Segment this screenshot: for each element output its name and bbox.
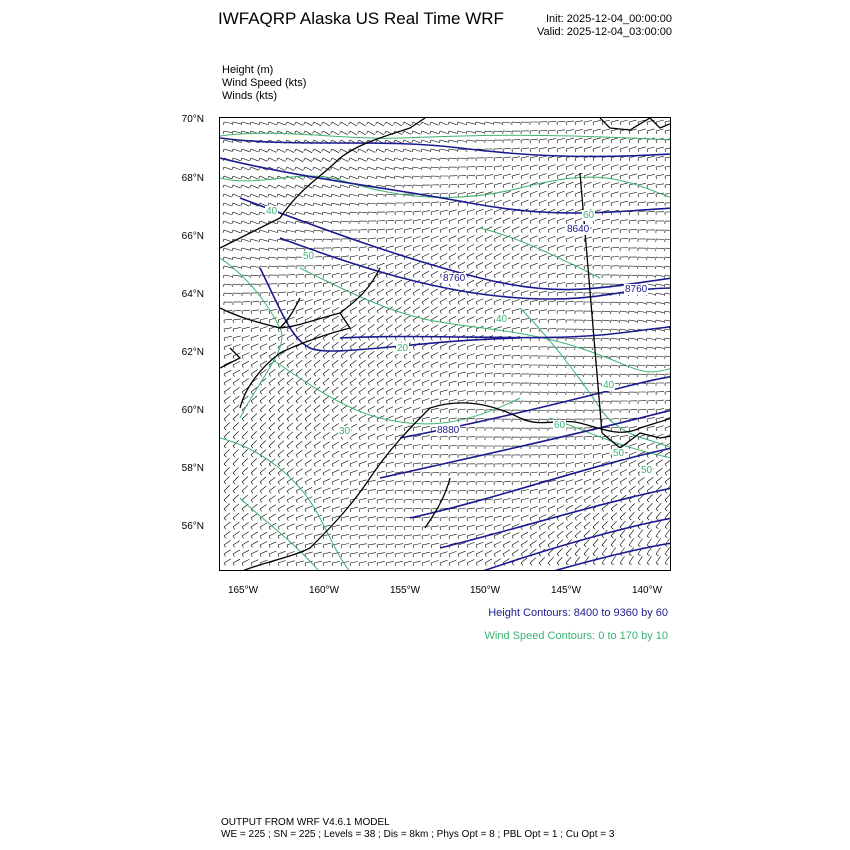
field-wind-speed-label: Wind Speed (kts) <box>222 77 307 89</box>
lon-label-145: 145°W <box>550 585 582 596</box>
height-contour-label: 8760 <box>625 284 648 295</box>
height-contour-label: 8640 <box>567 224 590 235</box>
field-winds-label: Winds (kts) <box>222 90 277 102</box>
lat-label-68: 68°N <box>181 173 204 184</box>
wind-contour-label: 50 <box>303 251 315 262</box>
lon-label-160: 160°W <box>308 585 340 596</box>
wind-contour-label: 30 <box>339 426 351 437</box>
map-canvas <box>220 118 671 571</box>
init-time: Init: 2025-12-04_00:00:00 <box>546 13 672 25</box>
lat-label-66: 66°N <box>181 231 204 242</box>
lon-label-140: 140°W <box>631 585 663 596</box>
wind-contour-label: 40 <box>603 380 615 391</box>
wind-contour-label: 60 <box>583 210 595 221</box>
wind-contour-label: 40 <box>496 314 508 325</box>
model-footer-params: WE = 225 ; SN = 225 ; Levels = 38 ; Dis = 8km ; Phys Opt = 8 ; PBL Opt = 1 ; Cu Opt = 3 <box>221 829 615 840</box>
height-contour-label: 8760 <box>443 273 466 284</box>
field-height-label: Height (m) <box>222 64 274 76</box>
lat-label-58: 58°N <box>181 463 204 474</box>
valid-time: Valid: 2025-12-04_03:00:00 <box>537 26 672 38</box>
wind-contour-label: 40 <box>266 206 278 217</box>
lon-label-150: 150°W <box>469 585 501 596</box>
map-panel <box>219 117 671 571</box>
wind-barbs <box>223 120 671 566</box>
lat-label-70: 70°N <box>181 114 204 125</box>
lat-label-56: 56°N <box>181 521 204 532</box>
model-footer-title: OUTPUT FROM WRF V4.6.1 MODEL <box>221 817 390 828</box>
wind-contours-note: Wind Speed Contours: 0 to 170 by 10 <box>484 630 668 642</box>
lon-label-165: 165°W <box>227 585 259 596</box>
height-contour-label: 8880 <box>437 425 460 436</box>
lat-label-60: 60°N <box>181 405 204 416</box>
wind-barb-field <box>223 120 671 566</box>
lon-label-155: 155°W <box>389 585 421 596</box>
wind-contour-label: 50 <box>613 448 625 459</box>
wind-contour-label: 20 <box>397 343 409 354</box>
height-contours-note: Height Contours: 8400 to 9360 by 60 <box>488 607 668 619</box>
lat-label-62: 62°N <box>181 347 204 358</box>
plot-title: IWFAQRP Alaska US Real Time WRF <box>218 9 504 28</box>
wind-contour-label: 60 <box>554 420 566 431</box>
wind-contour-label: 50 <box>641 465 653 476</box>
lat-label-64: 64°N <box>181 289 204 300</box>
